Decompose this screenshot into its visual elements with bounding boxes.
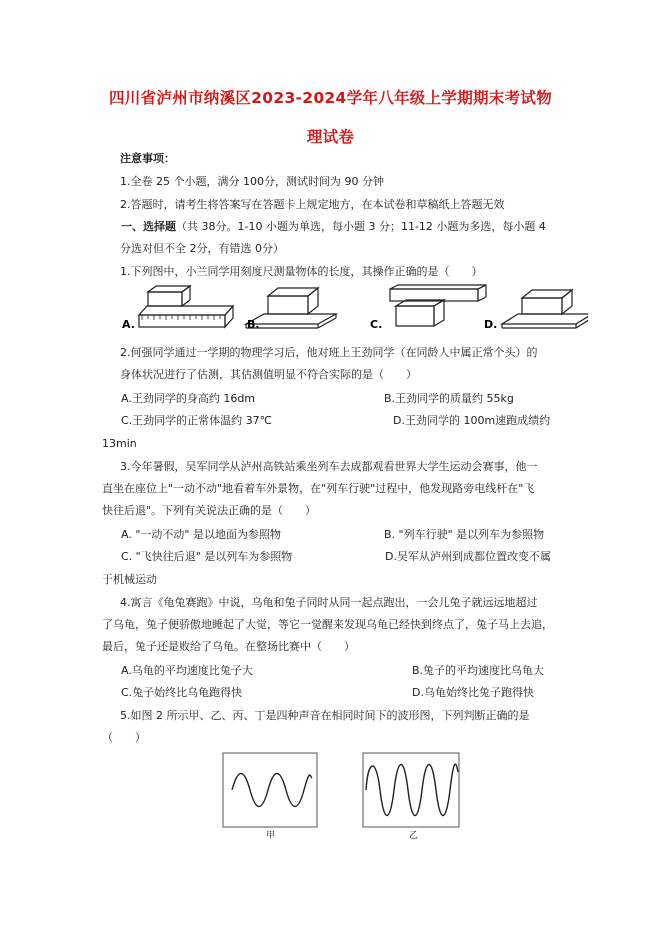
section1-desc-1: （共 38分。1-10 小题为单选，每小题 3 分；11-12 小题为多选，每小题 4 bbox=[176, 220, 546, 233]
q3-stem-1: 3.今年暑假，吴军同学从泸州高铁站乘坐列车去成都观看世界大学生运动会赛事，他一 bbox=[120, 460, 538, 473]
q4-stem-2: 了乌龟，兔子便骄傲地睡起了大觉，等它一觉醒来发现乌龟已经快到终点了，兔子马上去追， bbox=[102, 618, 553, 631]
q1-label-d: D. bbox=[484, 318, 498, 331]
q3-option-a: A. "一动不动" 是以地面为参照物 bbox=[121, 528, 281, 541]
section1-desc-2: 分选对但不全 2分，有错选 0分） bbox=[120, 242, 284, 255]
q2-stem-1: 2.何强同学通过一学期的物理学习后，他对班上王劲同学（在同龄人中属正常个头）的 bbox=[120, 346, 538, 359]
q3-stem-2: 直坐在座位上"一动不动"地看着车外景物，在"列车行驶"过程中，他发现路旁电线杆在"飞 bbox=[102, 482, 535, 495]
q3-option-d-cont: 于机械运动 bbox=[102, 573, 157, 586]
q5-stem-1: 5.如图 2 所示甲、乙、丙、丁是四种声音在相同时间下的波形图，下列判断正确的是 bbox=[120, 709, 530, 722]
q5-wave-yi bbox=[362, 752, 460, 828]
q3-stem-3: 快往后退"。下列有关说法正确的是（ ） bbox=[102, 504, 317, 517]
q2-option-c: C.王劲同学的正常体温约 37℃ bbox=[121, 414, 273, 427]
notice-item-2: 2.答题时，请考生将答案写在答题卡上规定地方，在本试卷和草稿纸上答题无效 bbox=[120, 198, 505, 211]
notice-heading: 注意事项： bbox=[120, 152, 175, 165]
q5-wave-yi-label: 乙 bbox=[409, 831, 419, 841]
q5-stem-2: （ ） bbox=[102, 731, 146, 744]
q4-option-b: B.兔子的平均速度比乌龟大 bbox=[412, 664, 545, 677]
exam-title-line1: 四川省泸州市纳溪区2023-2024学年八年级上学期期末考试物 bbox=[108, 89, 552, 107]
q2-option-b: B.王劲同学的质量约 55kg bbox=[384, 392, 514, 405]
q4-stem-1: 4.寓言《龟兔赛跑》中说，乌龟和兔子同时从同一起点跑出，一会儿兔子就远远地超过 bbox=[120, 596, 538, 609]
q4-stem-3: 最后，兔子还是败给了乌龟。在整场比赛中（ ） bbox=[102, 640, 355, 653]
q3-option-c: C. "飞快往后退" 是以列车为参照物 bbox=[121, 550, 293, 563]
q2-option-d-cont: 13min bbox=[102, 437, 137, 450]
q5-wave-jia bbox=[222, 752, 318, 828]
notice-item-1: 1.全卷 25 个小题，满分 100分，测试时间为 90 分钟 bbox=[120, 175, 384, 188]
q1-label-a: A. bbox=[122, 318, 135, 331]
section1-heading: 一、选择题 bbox=[121, 220, 176, 233]
q3-option-b: B. "列车行驶" 是以列车为参照物 bbox=[384, 528, 545, 541]
q5-wave-jia-label: 甲 bbox=[266, 831, 276, 841]
q1-stem: 1.下列图中，小兰同学用刻度尺测量物体的长度，其操作正确的是（ ） bbox=[120, 265, 483, 278]
section1-heading-row bbox=[121, 220, 546, 234]
q4-option-d: D.乌龟始终比兔子跑得快 bbox=[412, 686, 534, 699]
q2-option-a: A.王劲同学的身高约 16dm bbox=[121, 392, 256, 405]
exam-title-line2: 理试卷 bbox=[306, 128, 355, 146]
q1-figure bbox=[118, 284, 588, 332]
q2-stem-2: 身体状况进行了估测，其估测值明显不符合实际的是（ ） bbox=[120, 368, 417, 381]
q1-label-b: B. bbox=[247, 318, 260, 331]
q3-option-d: D.吴军从泸州到成都位置改变不属 bbox=[385, 550, 551, 563]
q4-option-c: C.兔子始终比乌龟跑得快 bbox=[121, 686, 243, 699]
q4-option-a: A.乌龟的平均速度比兔子大 bbox=[121, 664, 253, 677]
q2-option-d: D.王劲同学的 100m速跑成绩约 bbox=[393, 414, 551, 427]
q1-label-c: C. bbox=[370, 318, 383, 331]
